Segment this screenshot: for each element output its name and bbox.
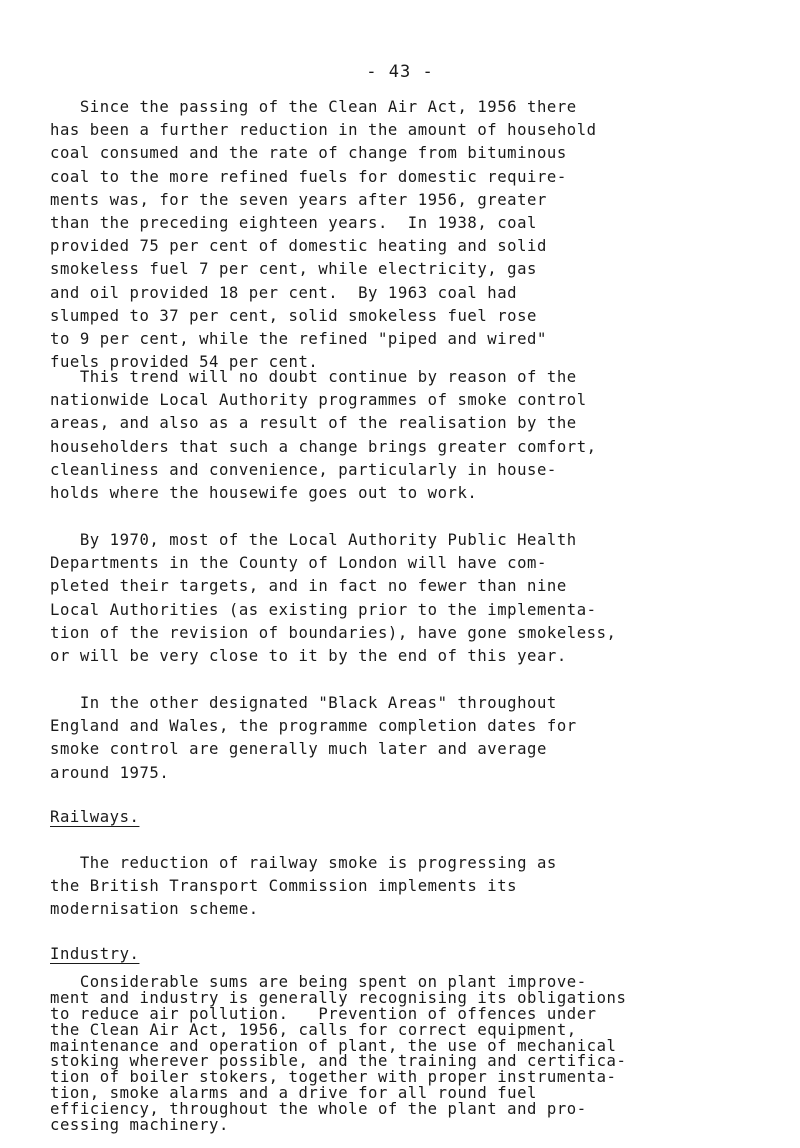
text-line: than the preceding eighteen years. In 1938, coal <box>50 213 537 232</box>
text-line: or will be very close to it by the end of this year. <box>50 646 567 665</box>
text-line: tion, smoke alarms and a drive for all round fuel <box>50 1084 537 1103</box>
text-line: This trend will no doubt continue by reason of the <box>50 368 577 386</box>
paragraph-industry <box>50 975 760 1134</box>
text-line: to reduce air pollution. Prevention of offences under <box>50 1004 597 1023</box>
text-line: the British Transport Commission implements its <box>50 877 518 896</box>
text-line: stoking wherever possible, and the training and certifica- <box>50 1052 627 1071</box>
text-line: areas, and also as a result of the realisation by the <box>50 414 577 433</box>
text-line: ments was, for the seven years after 1956, greater <box>50 190 547 209</box>
text-line: coal to the more refined fuels for domestic require- <box>50 167 567 186</box>
text-line: Departments in the County of London will have com- <box>50 554 547 573</box>
text-line: The reduction of railway smoke is progressing as <box>50 854 557 872</box>
text-line: efficiency, throughout the whole of the plant and pro- <box>50 1100 587 1119</box>
text-line: holds where the housewife goes out to work. <box>50 483 478 502</box>
text-line: Local Authorities (as existing prior to the implementa- <box>50 600 597 619</box>
paragraph-london-1970 <box>50 529 760 668</box>
text-line: provided 75 per cent of domestic heating and solid <box>50 237 547 256</box>
text-line: pleted their targets, and in fact no fewer than nine <box>50 577 567 596</box>
text-line: fuels provided 54 per cent. <box>50 353 319 372</box>
text-line: and oil provided 18 per cent. By 1963 coal had <box>50 283 518 302</box>
text-line: Considerable sums are being spent on plant improve- <box>50 973 587 991</box>
text-line: slumped to 37 per cent, solid smokeless fuel rose <box>50 306 537 325</box>
text-line: nationwide Local Authority programmes of smoke control <box>50 391 587 410</box>
text-line: tion of the revision of boundaries), have gone smokeless, <box>50 623 617 642</box>
text-line: householders that such a change brings greater comfort, <box>50 437 597 456</box>
text-line: maintenance and operation of plant, the use of mechanical <box>50 1036 617 1055</box>
text-line: to 9 per cent, while the refined "piped and wired" <box>50 329 547 348</box>
text-line: smoke control are generally much later and average <box>50 740 547 759</box>
section-heading-railways: Railways. <box>50 808 140 826</box>
text-line: tion of boiler stokers, together with proper instrumenta- <box>50 1068 617 1087</box>
paragraph-trend <box>50 366 760 505</box>
text-line: cleanliness and convenience, particularly in house- <box>50 460 557 479</box>
text-line: In the other designated "Black Areas" throughout <box>50 694 557 712</box>
text-line: By 1970, most of the Local Authority Public Health <box>50 531 577 549</box>
text-line: modernisation scheme. <box>50 900 259 919</box>
paragraph-railways <box>50 852 760 922</box>
text-line: smokeless fuel 7 per cent, while electricity, gas <box>50 260 537 279</box>
text-line: the Clean Air Act, 1956, calls for correct equipment, <box>50 1020 577 1039</box>
text-line: has been a further reduction in the amount of household <box>50 121 597 140</box>
page-number: - 43 - <box>366 62 434 82</box>
section-heading-industry: Industry. <box>50 945 140 963</box>
text-line: Since the passing of the Clean Air Act, 1956 there <box>50 98 577 116</box>
text-line: around 1975. <box>50 763 170 782</box>
text-line: ment and industry is generally recognising its obligations <box>50 988 627 1007</box>
text-line: England and Wales, the programme completion dates for <box>50 717 577 736</box>
text-line: cessing machinery. <box>50 1116 229 1135</box>
paragraph-clean-air-act <box>50 96 760 374</box>
text-line: coal consumed and the rate of change from bituminous <box>50 144 567 163</box>
paragraph-black-areas <box>50 692 760 785</box>
